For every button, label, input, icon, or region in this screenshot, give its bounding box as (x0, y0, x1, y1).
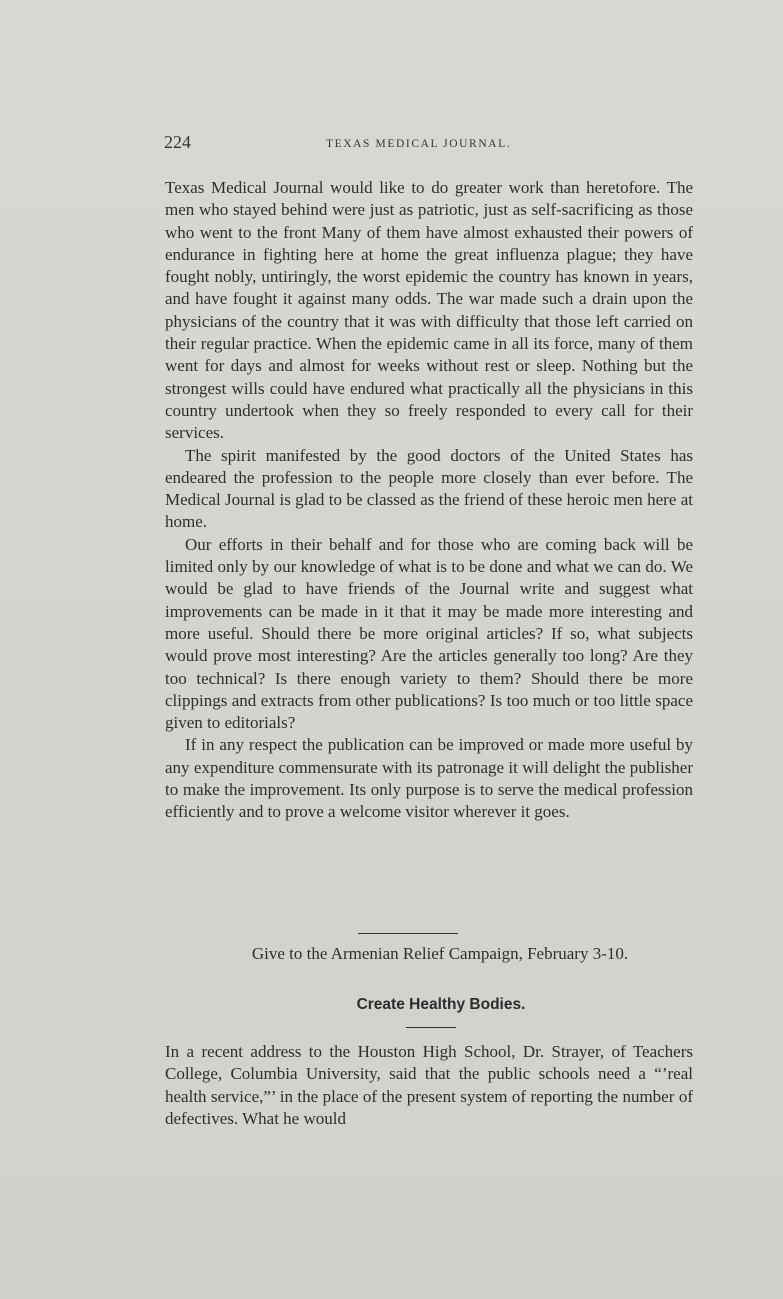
running-head: TEXAS MEDICAL JOURNAL. (326, 138, 512, 150)
divider-rule (358, 933, 458, 934)
divider-rule (406, 1027, 456, 1028)
section-heading: Create Healthy Bodies. (356, 996, 526, 1013)
paragraph: In a recent address to the Houston High School, Dr. Strayer, of Teachers College, Columbia University, said that the public schools need a “’real health service,”’ in the place of the present system of reporting the number of defectives. What he would (165, 1042, 693, 1128)
article-body (165, 177, 693, 824)
paragraph: Our efforts in their behalf and for those who are coming back will be limited only by our knowledge of what is to be done and what we can do. We would be glad to have friends of the Journal write and suggest what improvements can be made in it that it may be made more interesting and more useful. Should there be more original articles? If so, what subjects would prove most interesting? Are the articles generally too long? Are they too technical? Is there enough variety to them? Should there be more clippings and extracts from other publications? Is too much or too little space given to editorials? (165, 534, 693, 733)
relief-notice: Give to the Armenian Relief Campaign, February 3-10. (251, 944, 629, 963)
paragraph: Texas Medical Journal would like to do greater work than heretofore. The men who stayed behind were just as patriotic, just as self-sacrificing as those who went to the front Many of them have almost exhausted their powers of endurance in fighting here at home the great influenza plague; they have fought nobly, untiringly, the worst epidemic the country has known in years, and have fought it against many odds. The war made such a drain upon the physicians of the country that it was with difficulty that those left carried on their regular practice. When the epidemic came in all its force, many of them went for days and almost for weeks without rest or sleep. Nothing but the strongest wills could have endured what practically all the physicians in this country undertook when they so freely responded to every call for their services. (165, 178, 693, 443)
page-header (164, 132, 694, 156)
paragraph: The spirit manifested by the good doctors of the United States has endeared the profession to the people more closely than ever before. The Medical Journal is glad to be classed as the friend of these heroic men here at home. (165, 445, 693, 532)
page-number: 224 (164, 132, 191, 152)
paragraph: If in any respect the publication can be improved or made more useful by any expenditure commensurate with its patronage it will delight the publisher to make the improvement. Its only purpose is to serve the medical profession efficiently and to prove a welcome visitor wherever it goes. (165, 735, 693, 822)
section-body (165, 1041, 693, 1130)
